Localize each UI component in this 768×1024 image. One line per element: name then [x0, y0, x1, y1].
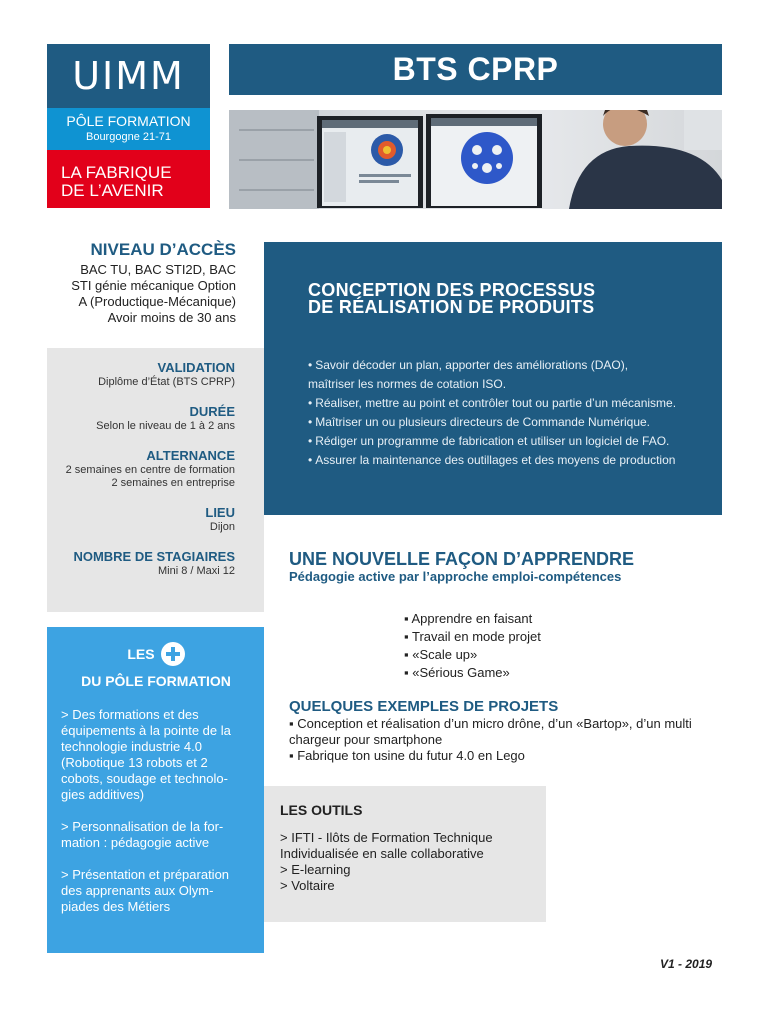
- outils-panel: [264, 786, 546, 922]
- list-item: ▪ «Scale up»: [404, 647, 478, 662]
- les-plus-items: [61, 707, 251, 915]
- list-item: [308, 356, 702, 375]
- lieu-text: Dijon: [209, 521, 235, 533]
- niveau-acces-section: [40, 240, 236, 326]
- list-item-text: Réaliser, mettre au point et contrôler tout ou partie d’un mécanisme.: [315, 396, 677, 410]
- bullet: •: [308, 434, 313, 448]
- outils-title: LES OUTILS: [280, 802, 363, 818]
- nouvelle-facon-section: [289, 549, 722, 585]
- duree-section: [57, 404, 235, 433]
- projets-title: QUELQUES EXEMPLES DE PROJETS: [289, 698, 559, 715]
- list-item: [308, 451, 702, 470]
- list-item-text: Maîtriser un ou plusieurs directeurs de Commande Numérique.: [315, 415, 651, 429]
- plus-circle-icon: [161, 642, 185, 666]
- list-item-text: Savoir décoder un plan, apporter des améliorations (DAO),: [315, 358, 629, 372]
- niveau-line: Avoir moins de 30 ans: [107, 310, 236, 325]
- list-item: [308, 375, 702, 394]
- logo-fabrique-line1: LA FABRIQUE: [61, 163, 172, 182]
- validation-text: Diplôme d’État (BTS CPRP): [98, 376, 235, 388]
- list-item: ▪ Fabrique ton usine du futur 4.0 en Lego: [289, 748, 525, 763]
- duree-heading: DURÉE: [189, 404, 235, 419]
- apprendre-list: [404, 610, 541, 682]
- les-plus-header: [61, 640, 251, 689]
- list-item: [308, 394, 702, 413]
- conception-section: [264, 242, 722, 515]
- niveau-line: A (Productique-Mécanique): [78, 294, 236, 309]
- alternance-heading: ALTERNANCE: [146, 448, 235, 463]
- stagiaires-text: Mini 8 / Maxi 12: [157, 565, 235, 577]
- logo-pole-formation: [47, 108, 210, 150]
- niveau-line: BAC TU, BAC STI2D, BAC: [80, 262, 236, 277]
- logo-pole-line2: Bourgogne 21-71: [85, 131, 171, 143]
- logo-pole-line1: PÔLE FORMATION: [66, 113, 191, 129]
- projets-list: [289, 716, 722, 764]
- nouvelle-facon-subtitle: Pédagogie active par l’approche emploi-compétences: [289, 569, 622, 584]
- list-item: [308, 432, 702, 451]
- projets-section: [289, 699, 722, 764]
- list-item: ▪ Travail en mode projet: [404, 629, 541, 644]
- page-title: BTS CPRP: [229, 44, 722, 95]
- conception-title-line1: CONCEPTION DES PROCESSUS: [308, 280, 596, 300]
- lieu-heading: LIEU: [205, 505, 235, 520]
- validation-section: [57, 360, 235, 389]
- list-item: > Des formations et des équipements à la pointe de la technologie industrie 4.0 (Robotique 13 robots et 2 cobots, soudage et technolo-gies additives): [61, 707, 231, 802]
- outils-line: Individualisée en salle collaborative: [280, 846, 484, 861]
- outils-line: > IFTI - Ilôts de Formation Technique: [280, 830, 493, 845]
- list-item: ▪ Apprendre en faisant: [404, 611, 533, 626]
- bullet: •: [308, 453, 313, 467]
- list-item: [308, 413, 702, 432]
- bullet: •: [308, 415, 313, 429]
- alternance-line2: 2 semaines en entreprise: [111, 477, 235, 489]
- stagiaires-section: [57, 549, 235, 578]
- niveau-acces-heading: NIVEAU D’ACCÈS: [90, 240, 236, 259]
- niveau-line: STI génie mécanique Option: [71, 278, 236, 293]
- list-item-text: maîtriser les normes de cotation ISO.: [308, 377, 507, 391]
- conception-list: [308, 356, 702, 470]
- duree-text: Selon le niveau de 1 à 2 ans: [96, 420, 235, 432]
- alternance-line1: 2 semaines en centre de formation: [65, 464, 235, 476]
- alternance-section: [57, 448, 235, 490]
- uimm-logo: [47, 44, 210, 208]
- lieu-section: [57, 505, 235, 534]
- list-item: > Personnalisation de la for-mation : pédagogie active: [61, 819, 224, 850]
- list-item: ▪ «Sérious Game»: [404, 665, 510, 680]
- du-pole-label: DU PÔLE FORMATION: [81, 673, 231, 689]
- bullet: •: [308, 358, 313, 372]
- list-item-text: Assurer la maintenance des outillages et des moyens de production: [315, 453, 676, 467]
- outils-line: > Voltaire: [280, 878, 335, 893]
- header-photo: [229, 110, 722, 209]
- logo-fabrique: [47, 150, 210, 208]
- les-label: LES: [127, 646, 155, 662]
- conception-title: [308, 282, 702, 316]
- logo-fabrique-line2: DE L’AVENIR: [61, 181, 164, 200]
- list-item-text: Rédiger un programme de fabrication et utiliser un logiciel de FAO.: [315, 434, 670, 448]
- stagiaires-heading: NOMBRE DE STAGIAIRES: [73, 549, 235, 564]
- conception-title-line2: DE RÉALISATION DE PRODUITS: [308, 297, 595, 317]
- logo-uimm-text: UIMM: [47, 44, 210, 108]
- les-plus-panel: [47, 627, 264, 953]
- bullet: •: [308, 396, 313, 410]
- outils-line: > E-learning: [280, 862, 351, 877]
- version-label: V1 - 2019: [660, 957, 713, 971]
- nouvelle-facon-title: UNE NOUVELLE FAÇON D’APPRENDRE: [289, 549, 635, 569]
- list-item: ▪ Conception et réalisation d’un micro drône, d’un «Bartop», d’un multi chargeur pour smartphone: [289, 716, 692, 747]
- info-panel: [47, 348, 264, 612]
- validation-heading: VALIDATION: [157, 360, 235, 375]
- list-item: > Présentation et préparation des apprenants aux Olym-piades des Métiers: [61, 867, 230, 914]
- les-plus-row: [61, 640, 251, 668]
